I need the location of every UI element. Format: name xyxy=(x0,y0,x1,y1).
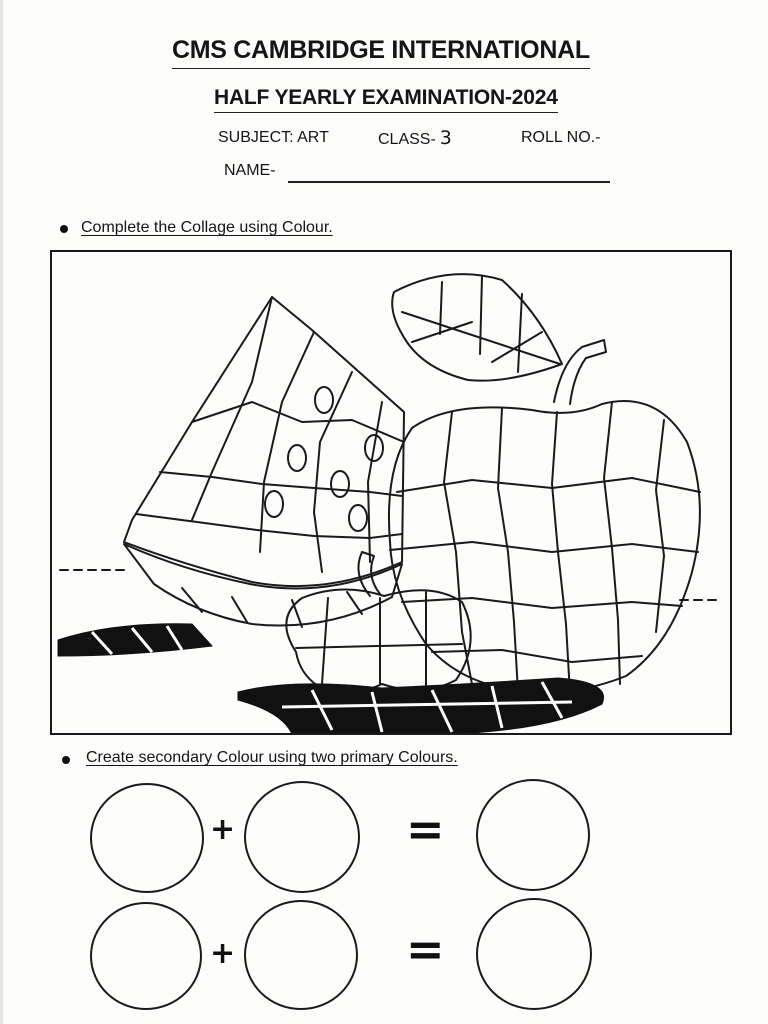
plus-sign-2: + xyxy=(210,936,236,971)
bullet-1 xyxy=(60,225,68,233)
watermelon-slice xyxy=(124,297,404,627)
exam-title: HALF YEARLY EXAMINATION-2024 xyxy=(214,86,558,110)
roll-no-label: ROLL NO.- xyxy=(521,129,601,146)
name-input-line[interactable] xyxy=(288,181,610,183)
shadow-left xyxy=(58,624,212,656)
collage-drawing[interactable] xyxy=(52,252,730,733)
class-field xyxy=(378,127,452,149)
question-1-text: Complete the Collage using Colour. xyxy=(81,219,333,236)
question-2-text: Create secondary Colour using two primary Colours. xyxy=(86,749,458,766)
secondary-colour-circle-1[interactable] xyxy=(476,779,590,891)
school-name: CMS CAMBRIDGE INTERNATIONAL xyxy=(172,36,590,65)
bullet-2 xyxy=(62,756,70,764)
class-value: 3 xyxy=(439,127,452,149)
seed xyxy=(349,505,367,531)
seed xyxy=(265,491,283,517)
primary-colour-circle-1b[interactable] xyxy=(244,781,360,893)
equals-sign-2: = xyxy=(406,922,445,976)
primary-colour-circle-2a[interactable] xyxy=(90,902,202,1010)
subject-label: SUBJECT: ART xyxy=(218,129,329,146)
seed xyxy=(288,445,306,471)
apple-stem xyxy=(554,340,606,404)
apple-leaf xyxy=(392,274,562,380)
collage-frame[interactable] xyxy=(50,250,732,735)
exam-title-underline xyxy=(214,112,558,114)
class-label: CLASS- xyxy=(378,131,436,148)
secondary-colour-circle-2[interactable] xyxy=(476,898,592,1010)
apple xyxy=(389,401,700,694)
primary-colour-circle-2b[interactable] xyxy=(244,900,358,1010)
primary-colour-circle-1a[interactable] xyxy=(90,783,204,893)
plus-sign-1: + xyxy=(210,812,236,847)
name-label: NAME- xyxy=(224,162,276,179)
seed xyxy=(331,471,349,497)
equals-sign-1: = xyxy=(406,802,445,856)
school-name-underline xyxy=(172,68,590,70)
seed xyxy=(315,387,333,413)
